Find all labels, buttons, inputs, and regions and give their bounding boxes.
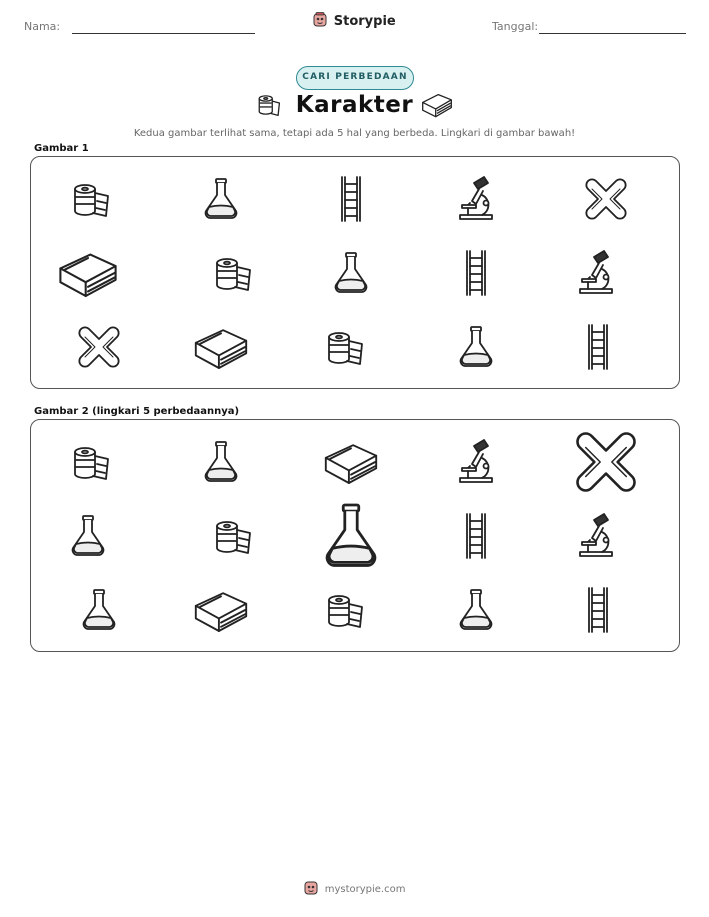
book-icon[interactable]: [326, 445, 376, 483]
ladder-icon[interactable]: [589, 325, 607, 369]
tissue-roll-icon[interactable]: [329, 596, 362, 627]
microscope-icon[interactable]: [580, 514, 612, 556]
ladder-icon[interactable]: [589, 588, 607, 632]
ladder-icon[interactable]: [342, 177, 360, 221]
panel1-label: Gambar 1: [34, 143, 89, 154]
x-cross-icon[interactable]: [586, 179, 625, 218]
tissue-roll-icon[interactable]: [329, 333, 362, 364]
name-line[interactable]: [72, 33, 255, 34]
tissue-roll-icon[interactable]: [217, 522, 250, 553]
date-line[interactable]: [539, 33, 686, 34]
tissue-roll-icon[interactable]: [75, 185, 108, 216]
book-icon: [420, 92, 454, 122]
footer-url[interactable]: mystorypie.com: [324, 884, 406, 895]
microscope-icon[interactable]: [460, 177, 492, 219]
microscope-icon[interactable]: [460, 440, 492, 482]
picture-grid-1: [31, 157, 681, 390]
book-icon[interactable]: [196, 330, 246, 368]
footer: [0, 880, 709, 896]
flask-icon[interactable]: [206, 179, 237, 218]
flask-icon[interactable]: [461, 327, 492, 366]
storypie-mascot-icon: [304, 880, 318, 896]
title-row: [0, 92, 709, 124]
flask-icon[interactable]: [327, 505, 375, 565]
x-cross-icon[interactable]: [79, 327, 118, 366]
activity-badge: CARI PERBEDAAN: [296, 66, 414, 90]
picture-panel-2[interactable]: [30, 419, 680, 652]
brand-name: Storypie: [333, 14, 396, 29]
instructions: Kedua gambar terlihat sama, tetapi ada 5 hal yang berbeda. Lingkari di gambar bawah!: [133, 128, 576, 139]
tissue-roll-icon[interactable]: [75, 448, 108, 479]
flask-icon[interactable]: [84, 590, 115, 629]
microscope-icon[interactable]: [580, 251, 612, 293]
x-cross-icon[interactable]: [577, 433, 634, 490]
picture-panel-1[interactable]: [30, 156, 680, 389]
page-title: Karakter: [295, 92, 414, 118]
tissue-roll-icon[interactable]: [217, 259, 250, 290]
storypie-mascot-icon: [313, 12, 327, 28]
ladder-icon[interactable]: [467, 514, 485, 558]
book-icon[interactable]: [196, 593, 246, 631]
panel2-label: Gambar 2 (lingkari 5 perbedaannya): [34, 406, 240, 417]
date-label: Tanggal:: [492, 20, 539, 33]
picture-grid-2: [31, 420, 681, 653]
flask-icon[interactable]: [206, 442, 237, 481]
flask-icon[interactable]: [73, 516, 104, 555]
brand-logo: [0, 12, 709, 29]
ladder-icon[interactable]: [467, 251, 485, 295]
flask-icon[interactable]: [461, 590, 492, 629]
book-icon[interactable]: [60, 255, 115, 296]
flask-icon[interactable]: [336, 253, 367, 292]
name-label: Nama:: [24, 20, 61, 33]
